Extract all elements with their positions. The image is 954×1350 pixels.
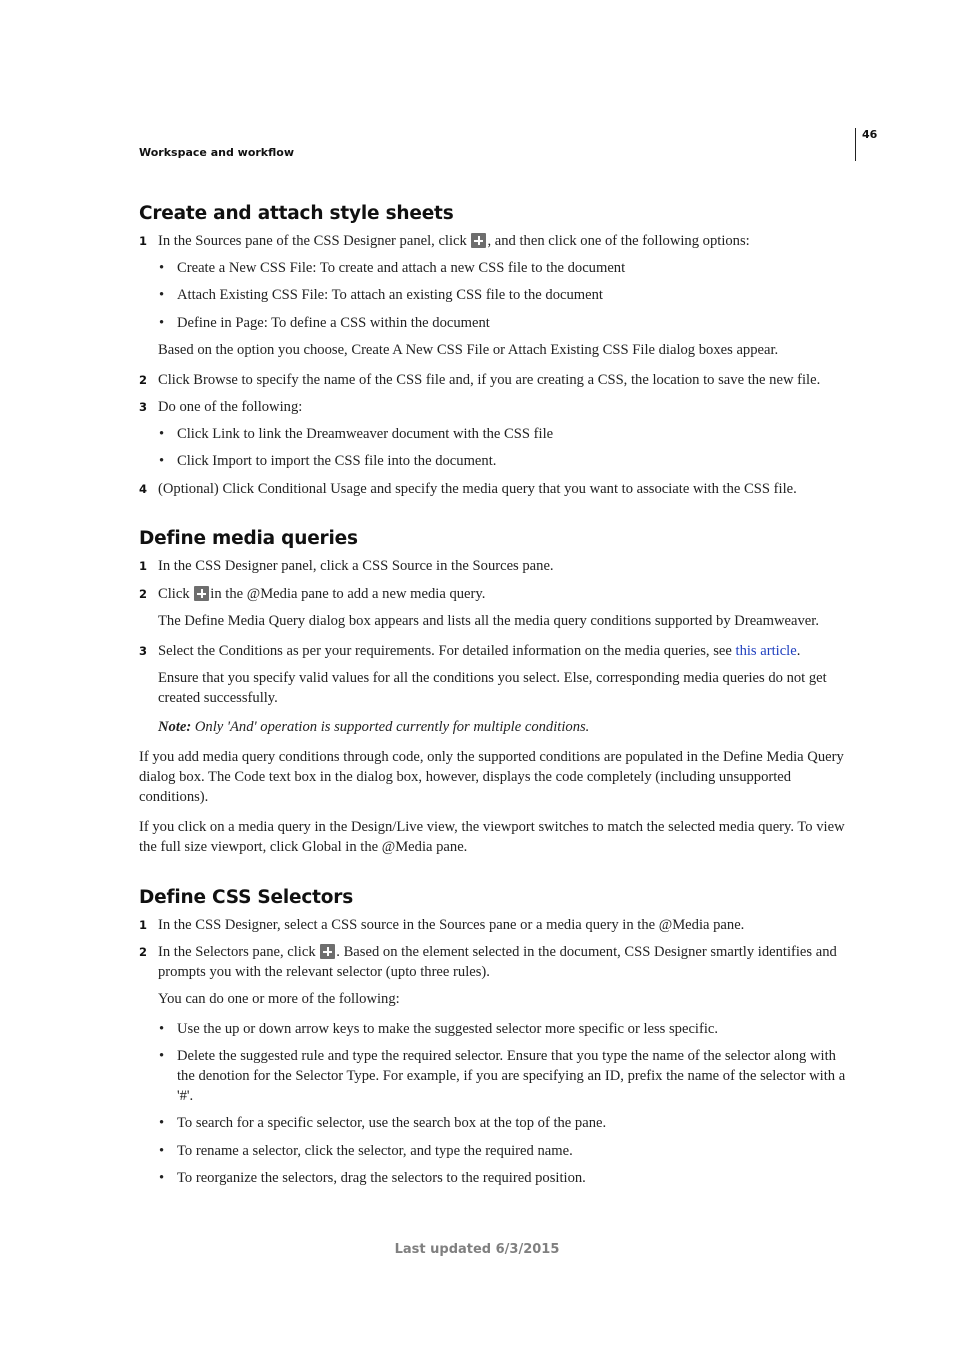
step-paragraph: Ensure that you specify valid values for all the conditions you select. Else, corresponding media queries do not get created successfully. <box>158 670 827 706</box>
step-number: 4 <box>139 482 148 496</box>
step-text: In the Sources pane of the CSS Designer panel, click , and then click one of the following options: <box>158 233 750 249</box>
step-paragraph: You can do one or more of the following: <box>158 991 400 1007</box>
add-plus-icon <box>471 233 486 248</box>
step-paragraph: Based on the option you choose, Create A New CSS File or Attach Existing CSS File dialog boxes appear. <box>158 342 779 358</box>
step-text: Select the Conditions as per your requirements. For detailed information on the media queries, see this article. <box>158 643 801 659</box>
step-text: Do one of the following: <box>158 399 303 415</box>
step-number: 2 <box>139 587 148 601</box>
header-divider <box>855 128 856 161</box>
list-item: Attach Existing CSS File: To attach an existing CSS file to the document <box>177 287 603 303</box>
list-item: Click Link to link the Dreamweaver document with the CSS file <box>177 426 554 442</box>
list-item: Delete the suggested rule and type the required selector. Ensure that you type the name of the selector along with the denotion for the Selector Type. For example, if you are specifying an ID, prefix the name of the selector with a '#'. <box>177 1048 846 1104</box>
bullet-marker: • <box>159 1048 165 1064</box>
bullet-marker: • <box>159 315 165 331</box>
page-number: 46 <box>862 128 878 141</box>
list-item: To search for a specific selector, use the search box at the top of the pane. <box>177 1115 607 1131</box>
list-item: Use the up or down arrow keys to make the suggested selector more specific or less specific. <box>177 1021 719 1037</box>
step-text: (Optional) Click Conditional Usage and specify the media query that you want to associate with the CSS file. <box>158 481 797 497</box>
note-text: Only 'And' operation is supported currently for multiple conditions. <box>191 719 590 735</box>
note-label: Note: <box>158 719 192 735</box>
bullet-marker: • <box>159 426 165 442</box>
step-text: In the CSS Designer panel, click a CSS Source in the Sources pane. <box>158 558 554 574</box>
bullet-marker: • <box>159 1115 165 1131</box>
step-number: 1 <box>139 559 148 573</box>
add-plus-icon <box>194 586 209 601</box>
bullet-marker: • <box>159 453 165 469</box>
section-heading-create-attach: Create and attach style sheets <box>139 203 454 224</box>
bullet-marker: • <box>159 260 165 276</box>
list-item: Define in Page: To define a CSS within the document <box>177 315 490 331</box>
step-text: In the CSS Designer, select a CSS source in the Sources pane or a media query in the @Media pane. <box>158 917 745 933</box>
step-text: Click in the @Media pane to add a new media query. <box>158 586 486 602</box>
step-number: 2 <box>139 373 148 387</box>
running-head: Workspace and workflow <box>139 146 294 159</box>
step-number: 3 <box>139 400 148 414</box>
add-plus-icon <box>320 944 335 959</box>
section-heading-css-selectors: Define CSS Selectors <box>139 887 354 908</box>
note <box>158 717 858 737</box>
list-item: Click Import to import the CSS file into the document. <box>177 453 497 469</box>
step-number: 2 <box>139 945 148 959</box>
step-number: 1 <box>139 234 148 248</box>
last-updated-footer: Last updated 6/3/2015 <box>394 1242 560 1257</box>
bullet-marker: • <box>159 1170 165 1186</box>
step-number: 1 <box>139 918 148 932</box>
bullet-marker: • <box>159 1021 165 1037</box>
step-paragraph: The Define Media Query dialog box appears and lists all the media query conditions supported by Dreamweaver. <box>158 613 819 629</box>
body-paragraph: If you add media query conditions through code, only the supported conditions are populated in the Define Media Query dialog box. The Code text box in the dialog box, however, displays the code completely (including unsupported conditions). <box>139 749 844 805</box>
list-item: To reorganize the selectors, drag the selectors to the required position. <box>177 1170 586 1186</box>
list-item: To rename a selector, click the selector, and type the required name. <box>177 1143 573 1159</box>
body-paragraph: If you click on a media query in the Design/Live view, the viewport switches to match the selected media query. To view the full size viewport, click Global in the @Media pane. <box>139 819 845 855</box>
bullet-marker: • <box>159 1143 165 1159</box>
step-text: Click Browse to specify the name of the CSS file and, if you are creating a CSS, the location to save the new file. <box>158 372 821 388</box>
bullet-marker: • <box>159 287 165 303</box>
section-heading-media-queries: Define media queries <box>139 528 358 549</box>
step-text: In the Selectors pane, click . Based on the element selected in the document, CSS Designer smartly identifies and prompts you with the relevant selector (upto three rules). <box>158 944 837 980</box>
this-article-link[interactable]: this article <box>735 643 797 659</box>
step-number: 3 <box>139 644 148 658</box>
list-item: Create a New CSS File: To create and attach a new CSS file to the document <box>177 260 626 276</box>
